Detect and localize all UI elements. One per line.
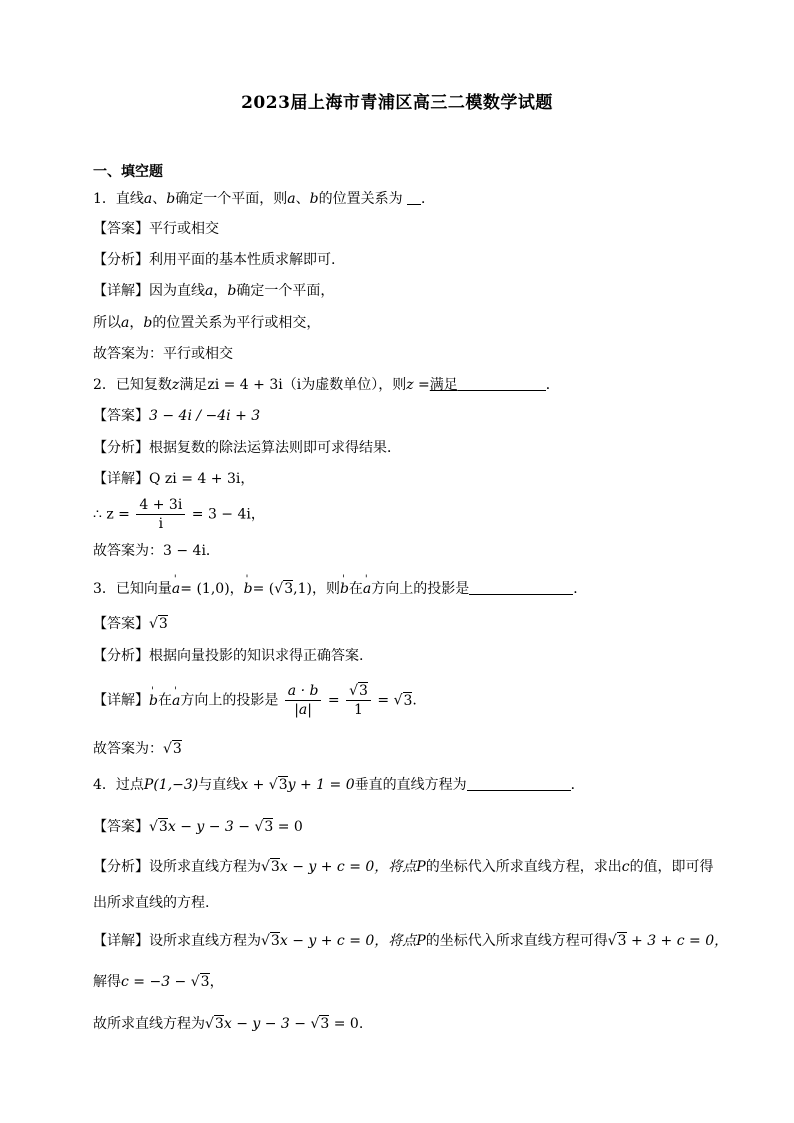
q1-final: 故答案为：平行或相交: [93, 346, 233, 362]
q1-answer: 【答案】平行或相交: [93, 221, 219, 237]
q3-analysis: 【分析】根据向量投影的知识求得正确答案.: [93, 648, 364, 664]
q1-blank: [407, 190, 421, 205]
q3-answer: 【答案】√3: [93, 616, 168, 632]
q4-solve: 解得c = −3 − √3，: [93, 974, 224, 990]
q2-analysis: 【分析】根据复数的除法运算法则即可求得结果．: [93, 440, 401, 456]
q3-blank: [469, 580, 573, 595]
q3-detail: 【详解】' b在' a方向上的投影是 $\frac{a \cdot b}{|a|}$ = $\frac{√3}{1}$ = √3.: [93, 682, 417, 719]
q4-analysis-line2: 出所求直线的方程.: [93, 895, 210, 911]
q2-stem: 2．已知复数z满足zi = 4 + 3i（i为虚数单位），则z =满足 ．: [93, 377, 560, 393]
q3-stem: 3．已知向量' a= (1,0)，' b= (√3,1)，则' b在' a方向上的投影是 ．: [93, 579, 587, 599]
q1-detail: 【详解】因为直线a，b确定一个平面，: [93, 283, 335, 299]
q3-fraction-2: $\frac{√3}{1}$: [346, 682, 371, 719]
q2-detail: 【详解】Q zi = 4 + 3i，: [93, 471, 255, 487]
q4-final: 故所求直线方程为√3x − y − 3 − √3 = 0.: [93, 1016, 364, 1032]
q4-stem: 4．过点P(1,−3)与直线x + √3y + 1 = 0垂直的直线方程为 ．: [93, 777, 585, 793]
q3-fraction-1: $\frac{a \cdot b}{|a|}$: [285, 682, 322, 719]
page-title: 2023届上海市青浦区高三二模数学试题: [241, 93, 553, 113]
q1-stem: 1．直线a、b确定一个平面，则a、b的位置关系为 ．: [93, 191, 436, 207]
q4-answer: 【答案】√3x − y − 3 − √3 = 0: [93, 819, 303, 835]
q4-blank: [467, 776, 571, 791]
q2-final: 故答案为：3 − 4i．: [93, 543, 220, 559]
q4-detail: 【详解】设所求直线方程为√3x − y + c = 0，将点P的坐标代入所求直线方程可得√3 + 3 + c = 0，: [93, 933, 729, 949]
q1-analysis: 【分析】利用平面的基本性质求解即可.: [93, 252, 336, 268]
q4-analysis: 【分析】设所求直线方程为√3x − y + c = 0，将点P的坐标代入所求直线方程，求出c的值，即可得: [93, 859, 714, 875]
q2-blank: [458, 376, 546, 391]
q2-answer: 【答案】3 − 4i / −4i + 3: [93, 408, 261, 424]
q2-fraction: $\frac{4 + 3i}{i}$: [136, 496, 185, 533]
q3-final: 故答案为：√3: [93, 741, 182, 757]
q2-detail-line2: ∴ z = $\frac{4 + 3i}{i}$ = 3 − 4i，: [93, 497, 265, 532]
section-heading: 一、填空题: [93, 164, 163, 180]
q1-detail-line2: 所以a，b的位置关系为平行或相交，: [93, 315, 321, 331]
